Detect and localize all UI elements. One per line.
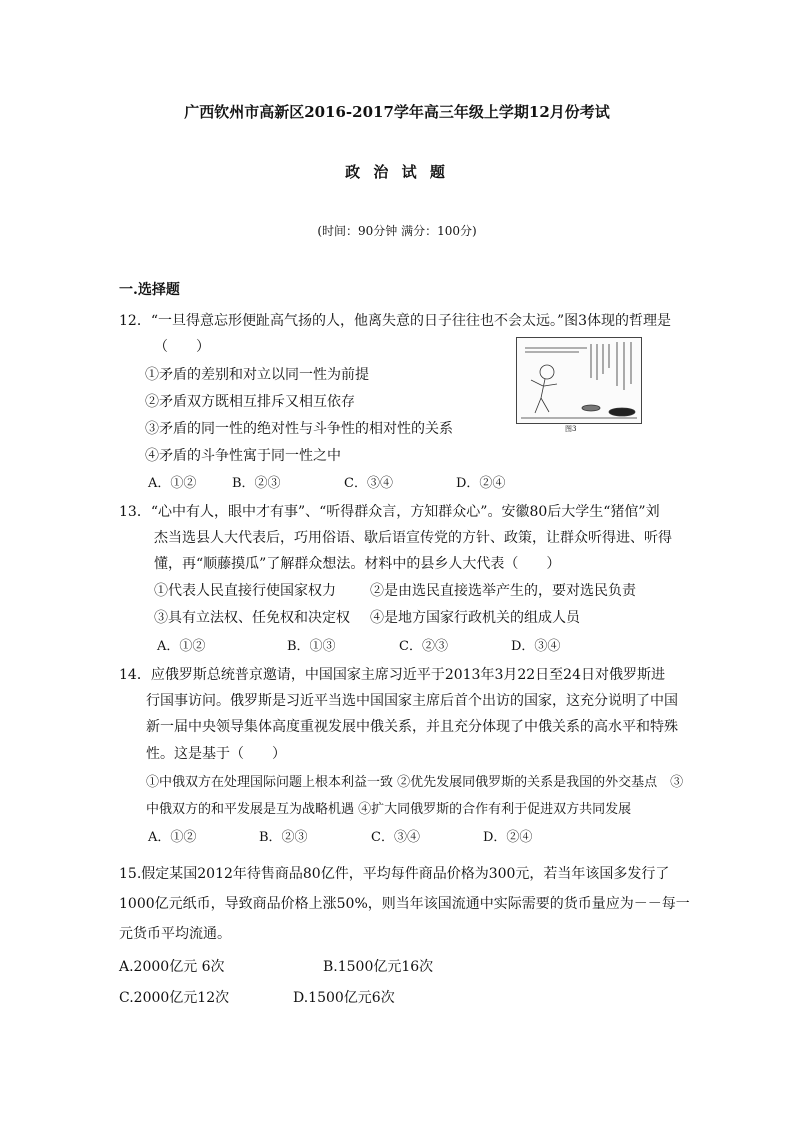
exam-timing: (时间：90分钟 满分：100分) bbox=[317, 224, 477, 238]
exam-title: 广西钦州市高新区2016-2017学年高三年级上学期12月份考试 bbox=[184, 103, 610, 121]
q15-stem-line1: 15.假定某国2012年待售商品80亿件，平均每件商品价格为300元，若当年该国多发行了 bbox=[119, 866, 670, 882]
exam-subject: 政 治 试 题 bbox=[345, 163, 449, 181]
q14-option-d: D．②④ bbox=[483, 830, 533, 845]
q14-stem-line2: 行国事访问。俄罗斯是习近平当选中国国家主席后首个出访的国家，这充分说明了中国 bbox=[146, 693, 678, 709]
q13-stem-line1: 13．“心中有人，眼中才有事”、“听得群众言，方知群众心”。安徽80后大学生“猪倌”刘 bbox=[119, 504, 660, 520]
q12-item-4: ④矛盾的斗争性寓于同一性之中 bbox=[145, 448, 341, 464]
q13-option-c: C．②③ bbox=[399, 639, 448, 654]
figure-caption: 图3 bbox=[565, 425, 577, 433]
q12-stem-line2: （ ） bbox=[154, 339, 210, 355]
q14-items-line1: ①中俄双方在处理国际问题上根本利益一致 ②优先发展同俄罗斯的关系是我国的外交基点 ③ bbox=[146, 775, 684, 790]
q13-stem-line3: 懂，再“顺藤摸瓜”了解群众想法。材料中的县乡人大代表（ ） bbox=[154, 556, 561, 572]
cartoon-drawing bbox=[517, 338, 641, 423]
q14-stem-line4: 性。这是基于（ ） bbox=[146, 746, 286, 762]
q12-option-b: B．②③ bbox=[232, 476, 281, 491]
q12-item-2: ②矛盾双方既相互排斥又相互依存 bbox=[145, 394, 355, 410]
q12-option-d: D．②④ bbox=[456, 476, 506, 491]
q14-stem-line1: 14．应俄罗斯总统普京邀请，中国国家主席习近平于2013年3月22日至24日对俄罗斯进 bbox=[119, 667, 665, 683]
section-heading: 一.选择题 bbox=[119, 282, 180, 298]
q12-option-c: C．③④ bbox=[344, 476, 393, 491]
q13-item-4: ④是地方国家行政机关的组成人员 bbox=[370, 610, 580, 626]
q14-option-b: B．②③ bbox=[259, 830, 308, 845]
q12-item-3: ③矛盾的同一性的绝对性与斗争性的相对性的关系 bbox=[145, 421, 453, 437]
q13-item-1: ①代表人民直接行使国家权力 bbox=[154, 583, 336, 599]
q15-stem-line2: 1000亿元纸币，导致商品价格上涨50%，则当年该国流通中实际需要的货币量应为－－每一 bbox=[119, 896, 690, 912]
q14-option-a: A．①② bbox=[148, 830, 197, 845]
q14-stem-line3: 新一届中央领导集体高度重视发展中俄关系，并且充分体现了中俄关系的高水平和特殊 bbox=[146, 719, 678, 735]
q13-stem-line2: 杰当选县人大代表后，巧用俗语、歇后语宣传党的方针、政策，让群众听得进、听得 bbox=[154, 530, 672, 546]
q15-option-c: C.2000亿元12次 bbox=[119, 990, 230, 1006]
q15-option-d: D.1500亿元6次 bbox=[293, 990, 395, 1006]
q15-option-b: B.1500亿元16次 bbox=[323, 959, 434, 975]
q12-item-1: ①矛盾的差别和对立以同一性为前提 bbox=[145, 367, 369, 383]
q14-items-line2: 中俄双方的和平发展是互为战略机遇 ④扩大同俄罗斯的合作有利于促进双方共同发展 bbox=[146, 802, 632, 817]
q13-option-d: D．③④ bbox=[511, 639, 561, 654]
q15-stem-line3: 元货币平均流通。 bbox=[119, 926, 231, 942]
q14-option-c: C．③④ bbox=[371, 830, 420, 845]
q12-option-a: A．①② bbox=[148, 476, 197, 491]
q13-item-2: ②是由选民直接选举产生的，要对选民负责 bbox=[370, 583, 636, 599]
q13-option-b: B．①③ bbox=[287, 639, 336, 654]
q12-stem-line1: 12．“一旦得意忘形便趾高气扬的人，他离失意的日子往往也不会太远。”图3体现的哲理是 bbox=[119, 313, 672, 329]
q13-option-a: A．①② bbox=[157, 639, 206, 654]
q15-option-a: A.2000亿元 6次 bbox=[119, 959, 225, 975]
q13-item-3: ③具有立法权、任免权和决定权 bbox=[154, 610, 350, 626]
cartoon-figure bbox=[516, 337, 642, 433]
